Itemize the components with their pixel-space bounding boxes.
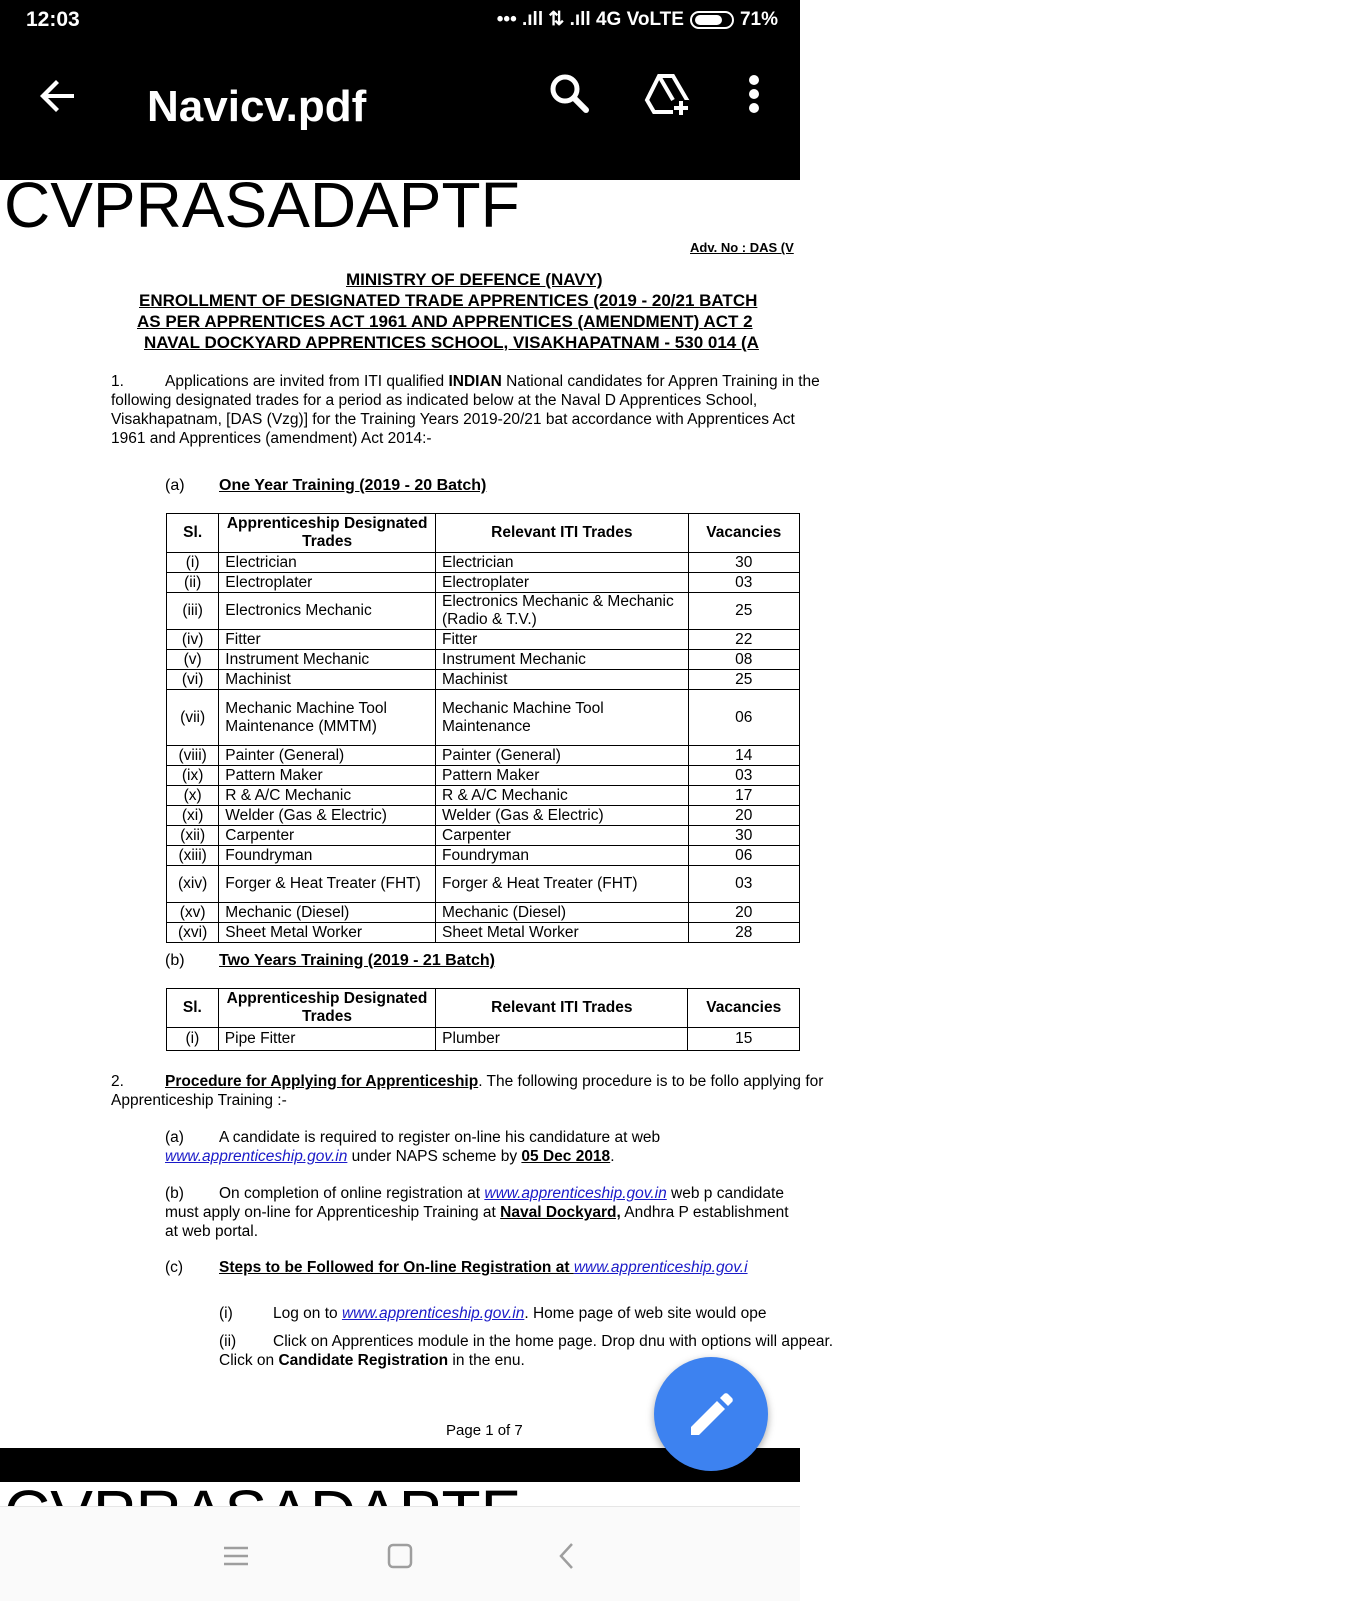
section-a-label: (a) xyxy=(165,477,185,494)
table-row xyxy=(167,903,800,923)
table-row xyxy=(167,826,800,846)
table-row xyxy=(167,573,800,593)
home-square-icon[interactable] xyxy=(385,1541,415,1571)
table-row xyxy=(167,786,800,806)
header-iti-trades: Relevant ITI Trades xyxy=(436,514,689,553)
cell-apprenticeship-trade: Mechanic Machine Tool Maintenance (MMTM) xyxy=(219,690,436,746)
cell-apprenticeship-trade: Pattern Maker xyxy=(219,766,436,786)
cell-sl: (xi) xyxy=(167,806,219,826)
table-row xyxy=(167,553,800,573)
cell-apprenticeship-trade: Sheet Metal Worker xyxy=(219,923,436,943)
cell-iti-trade: Instrument Mechanic xyxy=(436,650,689,670)
para-number: 2. xyxy=(111,1073,124,1090)
cell-vacancies: 17 xyxy=(688,786,799,806)
cell-sl: (xii) xyxy=(167,826,219,846)
cell-apprenticeship-trade: Carpenter xyxy=(219,826,436,846)
paragraph-2: 2. Procedure for Applying for Apprenticeship. The following procedure is to be follo applying for Apprenticeship Training :- xyxy=(111,1073,824,1109)
cell-iti-trade: Painter (General) xyxy=(436,746,689,766)
cell-sl: (x) xyxy=(167,786,219,806)
drive-add-icon[interactable] xyxy=(643,70,691,118)
edit-fab-button[interactable] xyxy=(654,1357,768,1471)
status-icons xyxy=(497,8,778,31)
para-number: 1. xyxy=(111,373,124,390)
cell-vacancies: 15 xyxy=(688,1028,800,1051)
header-vacancies: Vacancies xyxy=(688,989,800,1028)
cell-sl: (xv) xyxy=(167,903,219,923)
cell-sl: (xiii) xyxy=(167,846,219,866)
table-row xyxy=(167,806,800,826)
cell-iti-trade: Plumber xyxy=(436,1028,688,1051)
table-row xyxy=(167,766,800,786)
navigation-bar xyxy=(0,1506,800,1601)
cell-iti-trade: R & A/C Mechanic xyxy=(436,786,689,806)
cell-iti-trade: Foundryman xyxy=(436,846,689,866)
two-year-training-table xyxy=(166,988,800,1051)
cell-iti-trade: Electronics Mechanic & Mechanic (Radio & T.V.) xyxy=(436,593,689,630)
battery-icon xyxy=(690,11,734,29)
heading-act: AS PER APPRENTICES ACT 1961 AND APPRENTICES (AMENDMENT) ACT 2 xyxy=(137,312,753,331)
item-a: (a) A candidate is required to register on-line his candidature at web www.apprenticeship.gov.in under NAPS scheme by 05 Dec 2018. xyxy=(165,1129,661,1165)
cell-sl: (vi) xyxy=(167,670,219,690)
cell-sl: (v) xyxy=(167,650,219,670)
cell-iti-trade: Forger & Heat Treater (FHT) xyxy=(436,866,689,903)
cell-iti-trade: Sheet Metal Worker xyxy=(436,923,689,943)
cell-apprenticeship-trade: Electronics Mechanic xyxy=(219,593,436,630)
cell-iti-trade: Machinist xyxy=(436,670,689,690)
battery-level: 71% xyxy=(739,8,778,30)
advertisement-number: Adv. No : DAS (V xyxy=(690,240,794,255)
status-time: 12:03 xyxy=(26,8,80,31)
pdf-page[interactable] xyxy=(0,169,834,1448)
cell-vacancies: 22 xyxy=(688,630,799,650)
table-row xyxy=(167,846,800,866)
apprenticeship-link[interactable]: www.apprenticeship.gov.i xyxy=(573,1259,748,1276)
cell-sl: (iii) xyxy=(167,593,219,630)
page-number: Page 1 of 7 xyxy=(446,1422,523,1439)
table-row xyxy=(167,1028,800,1051)
cell-vacancies: 25 xyxy=(688,670,799,690)
cell-apprenticeship-trade: Instrument Mechanic xyxy=(219,650,436,670)
cell-sl: (viii) xyxy=(167,746,219,766)
table-row xyxy=(167,866,800,903)
watermark: CVPRASADAPTF xyxy=(4,169,520,241)
cell-vacancies: 25 xyxy=(688,593,799,630)
cell-sl: (ix) xyxy=(167,766,219,786)
cell-sl: (i) xyxy=(167,553,219,573)
cell-iti-trade: Mechanic (Diesel) xyxy=(436,903,689,923)
cell-vacancies: 20 xyxy=(688,903,799,923)
more-vert-icon[interactable] xyxy=(730,70,778,118)
cell-vacancies: 03 xyxy=(688,766,799,786)
section-b-label: (b) xyxy=(165,952,185,969)
section-b-title: Two Years Training (2019 - 21 Batch) xyxy=(219,952,495,969)
cell-sl: (iv) xyxy=(167,630,219,650)
table-row xyxy=(167,746,800,766)
cell-apprenticeship-trade: Machinist xyxy=(219,670,436,690)
header-iti-trades: Relevant ITI Trades xyxy=(436,989,688,1028)
cell-vacancies: 06 xyxy=(688,846,799,866)
step-ii: (ii) Click on Apprentices module in the home page. Drop dnu with options will appear. Click on Candidate Registration in the enu. xyxy=(219,1333,834,1369)
cell-vacancies: 06 xyxy=(688,690,799,746)
cell-apprenticeship-trade: Pipe Fitter xyxy=(218,1028,435,1051)
search-icon[interactable] xyxy=(546,70,594,118)
cell-sl: (vii) xyxy=(167,690,219,746)
cell-vacancies: 03 xyxy=(688,573,799,593)
cell-apprenticeship-trade: Mechanic (Diesel) xyxy=(219,903,436,923)
cell-sl: (xvi) xyxy=(167,923,219,943)
heading-school: NAVAL DOCKYARD APPRENTICES SCHOOL, VISAKHAPATNAM - 530 014 (A xyxy=(144,333,759,352)
cell-iti-trade: Electroplater xyxy=(436,573,689,593)
header-sl: Sl. xyxy=(167,989,219,1028)
cell-vacancies: 03 xyxy=(688,866,799,903)
edit-pencil-icon xyxy=(654,1357,768,1471)
table-row xyxy=(167,650,800,670)
step-i: (i) Log on to www.apprenticeship.gov.in. Home page of web site would ope xyxy=(219,1305,767,1322)
cell-vacancies: 14 xyxy=(688,746,799,766)
cell-apprenticeship-trade: Electrician xyxy=(219,553,436,573)
cell-vacancies: 30 xyxy=(688,826,799,846)
cell-vacancies: 30 xyxy=(688,553,799,573)
header-apprenticeship-trades: Apprenticeship Designated Trades xyxy=(219,514,436,553)
cell-iti-trade: Fitter xyxy=(436,630,689,650)
section-a-title: One Year Training (2019 - 20 Batch) xyxy=(219,477,487,494)
cell-apprenticeship-trade: R & A/C Mechanic xyxy=(219,786,436,806)
apprenticeship-link[interactable]: www.apprenticeship.gov.in xyxy=(484,1185,667,1202)
cell-iti-trade: Mechanic Machine Tool Maintenance xyxy=(436,690,689,746)
one-year-training-table xyxy=(166,513,800,943)
cell-iti-trade: Welder (Gas & Electric) xyxy=(436,806,689,826)
header-sl: Sl. xyxy=(167,514,219,553)
header-apprenticeship-trades: Apprenticeship Designated Trades xyxy=(218,989,435,1028)
table-row xyxy=(167,670,800,690)
cell-sl: (xiv) xyxy=(167,866,219,903)
apprenticeship-link[interactable]: www.apprenticeship.gov.in xyxy=(341,1305,525,1322)
table-row xyxy=(167,630,800,650)
document-title: Navicv.pdf xyxy=(147,82,367,131)
apprenticeship-link[interactable]: www.apprenticeship.gov.in xyxy=(165,1148,348,1165)
back-chevron-icon[interactable] xyxy=(553,1541,583,1571)
table-row xyxy=(167,923,800,943)
cell-apprenticeship-trade: Electroplater xyxy=(219,573,436,593)
cell-iti-trade: Electrician xyxy=(436,553,689,573)
signal-indicators: ••• .ıll ⇅ .ıll 4G VoLTE xyxy=(496,9,684,30)
cell-apprenticeship-trade: Welder (Gas & Electric) xyxy=(219,806,436,826)
cell-iti-trade: Pattern Maker xyxy=(436,766,689,786)
cell-apprenticeship-trade: Fitter xyxy=(219,630,436,650)
next-pdf-page[interactable] xyxy=(0,1482,800,1506)
menu-icon[interactable] xyxy=(221,1541,251,1571)
cell-apprenticeship-trade: Foundryman xyxy=(219,846,436,866)
paragraph-1: 1. Applications are invited from ITI qualified INDIAN National candidates for Appren Training in the following designated trades for a period as indicated below at the Naval D Apprentices School, Visakhapatnam, [DAS (Vzg)] for the Training Years 2019-20/21 bat accordance with Apprentices Act 1961 and Apprentices (amendment) Act 2014:- xyxy=(111,373,820,447)
back-arrow-icon[interactable] xyxy=(34,72,82,120)
cell-sl: (i) xyxy=(167,1028,219,1051)
cell-vacancies: 20 xyxy=(688,806,799,826)
table-row xyxy=(167,593,800,630)
cell-vacancies: 08 xyxy=(688,650,799,670)
cell-vacancies: 28 xyxy=(688,923,799,943)
cell-apprenticeship-trade: Painter (General) xyxy=(219,746,436,766)
cell-sl: (ii) xyxy=(167,573,219,593)
header-vacancies: Vacancies xyxy=(688,514,799,553)
heading-ministry: MINISTRY OF DEFENCE (NAVY) xyxy=(346,270,603,289)
heading-enrollment: ENROLLMENT OF DESIGNATED TRADE APPRENTICES (2019 - 20/21 BATCH xyxy=(139,291,758,310)
status-bar xyxy=(0,0,800,42)
app-bar xyxy=(0,42,800,180)
item-c: (c) Steps to be Followed for On-line Registration at www.apprenticeship.gov.i xyxy=(165,1259,748,1276)
cell-iti-trade: Carpenter xyxy=(436,826,689,846)
cell-apprenticeship-trade: Forger & Heat Treater (FHT) xyxy=(219,866,436,903)
table-row xyxy=(167,690,800,746)
item-b: (b) On completion of online registration at www.apprenticeship.gov.in web p candidate must apply on-line for Apprenticeship Training at Naval Dockyard, Andhra P establishment at web portal. xyxy=(165,1185,789,1240)
